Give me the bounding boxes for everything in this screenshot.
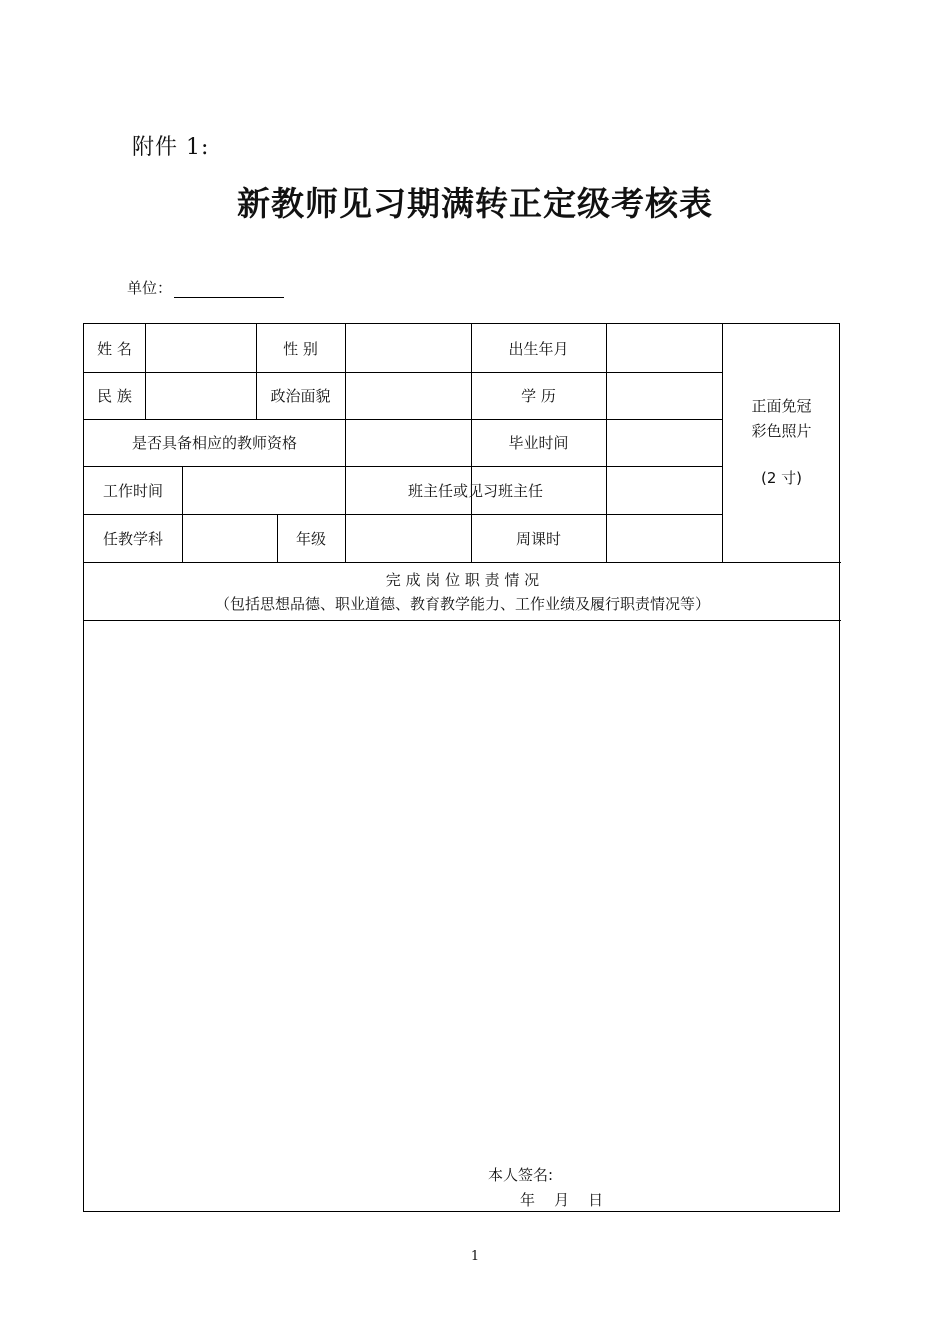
duty-title: 完 成 岗 位 职 责 情 况 — [385, 571, 540, 589]
duty-section-header — [84, 564, 841, 620]
graduation-field[interactable] — [606, 419, 722, 466]
gender-field[interactable] — [345, 324, 471, 372]
weekly-hours-label: 周课时 — [515, 529, 561, 548]
unit-input-line[interactable] — [174, 282, 284, 298]
birth-field[interactable] — [606, 324, 722, 372]
education-label: 学 历 — [521, 387, 556, 405]
photo-line-2: 彩色照片 — [751, 422, 812, 440]
head-teacher-field[interactable] — [606, 466, 722, 514]
unit-label: 单位： — [127, 279, 173, 297]
head-teacher-label: 班主任或见习班主任 — [407, 481, 543, 500]
qualification-field[interactable] — [345, 419, 471, 466]
duty-content-area[interactable] — [84, 621, 839, 1151]
ethnicity-field[interactable] — [145, 372, 256, 419]
form-title: 新教师见习期满转正定级考核表 — [237, 184, 713, 223]
birth-label: 出生年月 — [508, 339, 569, 358]
grade-label: 年级 — [295, 529, 326, 548]
signature-label: 本人签名: — [488, 1166, 554, 1184]
grade-field[interactable] — [345, 514, 471, 562]
row-divider — [84, 562, 841, 563]
duty-subtitle: （包括思想品德、职业道德、教育教学能力、工作业绩及履行职责情况等） — [214, 595, 710, 613]
name-label: 姓 名 — [97, 339, 132, 358]
unit-row — [127, 277, 284, 298]
page-number: 1 — [470, 1249, 480, 1264]
attachment-label: 附件 1: — [132, 135, 210, 160]
date-label: 年 月 日 — [520, 1191, 604, 1209]
work-time-label: 工作时间 — [102, 481, 163, 500]
assessment-form — [83, 323, 840, 1212]
gender-label: 性 别 — [283, 339, 318, 358]
education-field[interactable] — [606, 372, 722, 419]
photo-placeholder[interactable] — [722, 394, 841, 491]
political-label: 政治面貌 — [270, 387, 331, 405]
subject-field[interactable] — [182, 514, 277, 562]
subject-label: 任教学科 — [102, 529, 163, 548]
weekly-hours-field[interactable] — [606, 514, 722, 562]
political-field[interactable] — [345, 372, 471, 419]
photo-size: (2 寸) — [760, 469, 803, 487]
name-field[interactable] — [145, 324, 256, 372]
graduation-label: 毕业时间 — [508, 434, 569, 452]
photo-line-1: 正面免冠 — [751, 397, 812, 415]
work-time-field[interactable] — [182, 466, 345, 514]
qualification-label: 是否具备相应的教师资格 — [131, 434, 297, 452]
ethnicity-label: 民 族 — [97, 387, 132, 405]
